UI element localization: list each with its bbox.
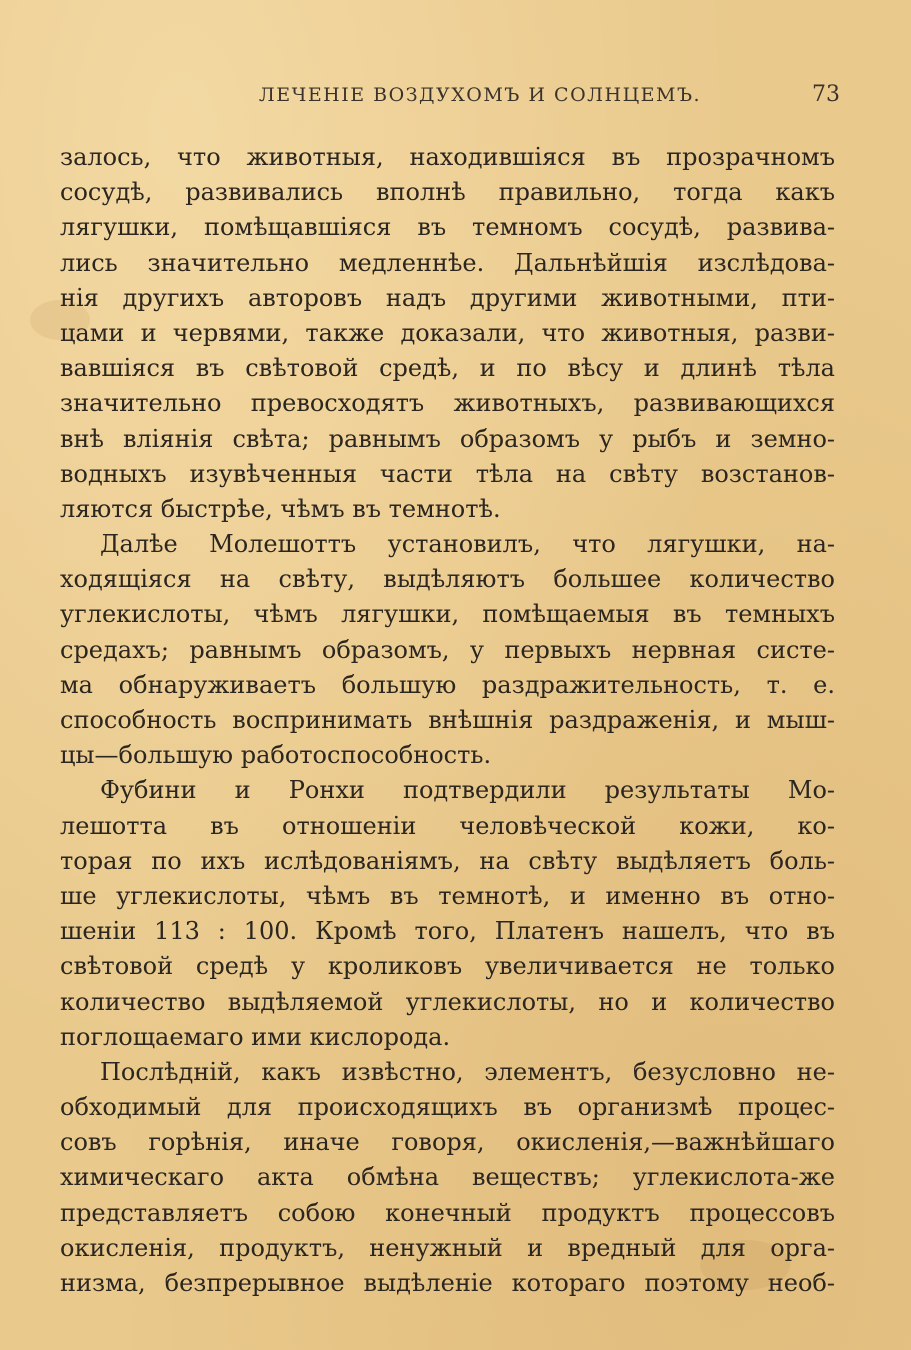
text-line: лись значительно медленнѣе. Дальнѣйшія изслѣдова- bbox=[60, 248, 835, 277]
text-line: вавшіяся въ свѣтовой средѣ, и по вѣсу и длинѣ тѣла bbox=[60, 354, 835, 383]
text-line: способность воспринимать внѣшнія раздраженія, и мыш- bbox=[60, 706, 835, 734]
paragraph-end-line: поглощаемаго ими кислорода. bbox=[60, 1022, 451, 1051]
text-line: сосудѣ, развивались вполнѣ правильно, тогда какъ bbox=[60, 178, 835, 207]
text-line: средахъ; равнымъ образомъ, у первыхъ нервная систе- bbox=[60, 635, 835, 664]
text-line: лешотта въ отношеніи человѣческой кожи, ко- bbox=[60, 811, 835, 840]
text-line: цами и червями, также доказали, что животныя, разви- bbox=[60, 318, 835, 347]
paragraph-end-line: ляются быстрѣе, чѣмъ въ темнотѣ. bbox=[60, 494, 501, 523]
running-title: ЛЕЧЕНІЕ ВОЗДУХОМЪ И СОЛНЦЕМЪ. bbox=[258, 84, 702, 106]
text-line: низма, безпрерывное выдѣленіе котораго поэтому необ- bbox=[60, 1269, 835, 1297]
text-line: торая по ихъ иcлѣдованіямъ, на свѣту выдѣляетъ боль- bbox=[60, 846, 835, 875]
text-line: совъ горѣнія, иначе говоря, окисленія,—важнѣйшаго bbox=[60, 1128, 835, 1157]
text-line: ше углекислоты, чѣмъ въ темнотѣ, и именно въ отно- bbox=[60, 881, 835, 910]
text-line: окисленія, продуктъ, ненужный и вредный для орга- bbox=[60, 1233, 835, 1262]
text-line: шеніи 113 : 100. Кромѣ того, Платенъ нашелъ, что въ bbox=[60, 917, 835, 946]
text-line: углекислоты, чѣмъ лягушки, помѣщаемыя въ темныхъ bbox=[60, 600, 835, 629]
text-line: лягушки, помѣщавшіяся въ темномъ сосудѣ, развива- bbox=[60, 213, 835, 242]
paragraph-start-line: Далѣе Молешоттъ установилъ, что лягушки, на- bbox=[100, 530, 835, 559]
text-line: водныхъ изувѣченныя части тѣла на свѣту возстанов- bbox=[60, 459, 835, 488]
text-line: нія другихъ авторовъ надъ другими животными, пти- bbox=[60, 283, 835, 312]
text-line: залось, что животныя, находившіяся въ прозрачномъ bbox=[60, 143, 835, 171]
text-line: обходимый для происходящихъ въ организмѣ процес- bbox=[60, 1093, 835, 1122]
text-line: внѣ вліянія свѣта; равнымъ образомъ у рыбъ и земно- bbox=[60, 424, 835, 453]
page-number: 73 bbox=[812, 82, 840, 107]
text-line: свѣтовой средѣ у кроликовъ увеличивается не только bbox=[60, 952, 835, 981]
paragraph-start-line: Фубини и Ронхи подтвердили результаты Мо- bbox=[100, 776, 835, 805]
running-head bbox=[60, 84, 840, 114]
text-line: значительно превосходятъ животныхъ, развивающихся bbox=[60, 389, 835, 418]
text-line: количество выдѣляемой углекислоты, но и количество bbox=[60, 987, 835, 1016]
paragraph-start-line: Послѣдній, какъ извѣстно, элементъ, безусловно не- bbox=[100, 1057, 835, 1086]
body-text bbox=[60, 140, 835, 1301]
text-line: ма обнаруживаетъ большую раздражительность, т. е. bbox=[60, 670, 835, 699]
text-line: представляетъ собою конечный продуктъ процессовъ bbox=[60, 1198, 835, 1227]
paragraph-end-line: цы—большую работоспособность. bbox=[60, 741, 492, 770]
text-line: химическаго акта обмѣна веществъ; углекислота-же bbox=[60, 1163, 835, 1192]
text-line: ходящіяся на свѣту, выдѣляютъ большее количество bbox=[60, 565, 835, 594]
